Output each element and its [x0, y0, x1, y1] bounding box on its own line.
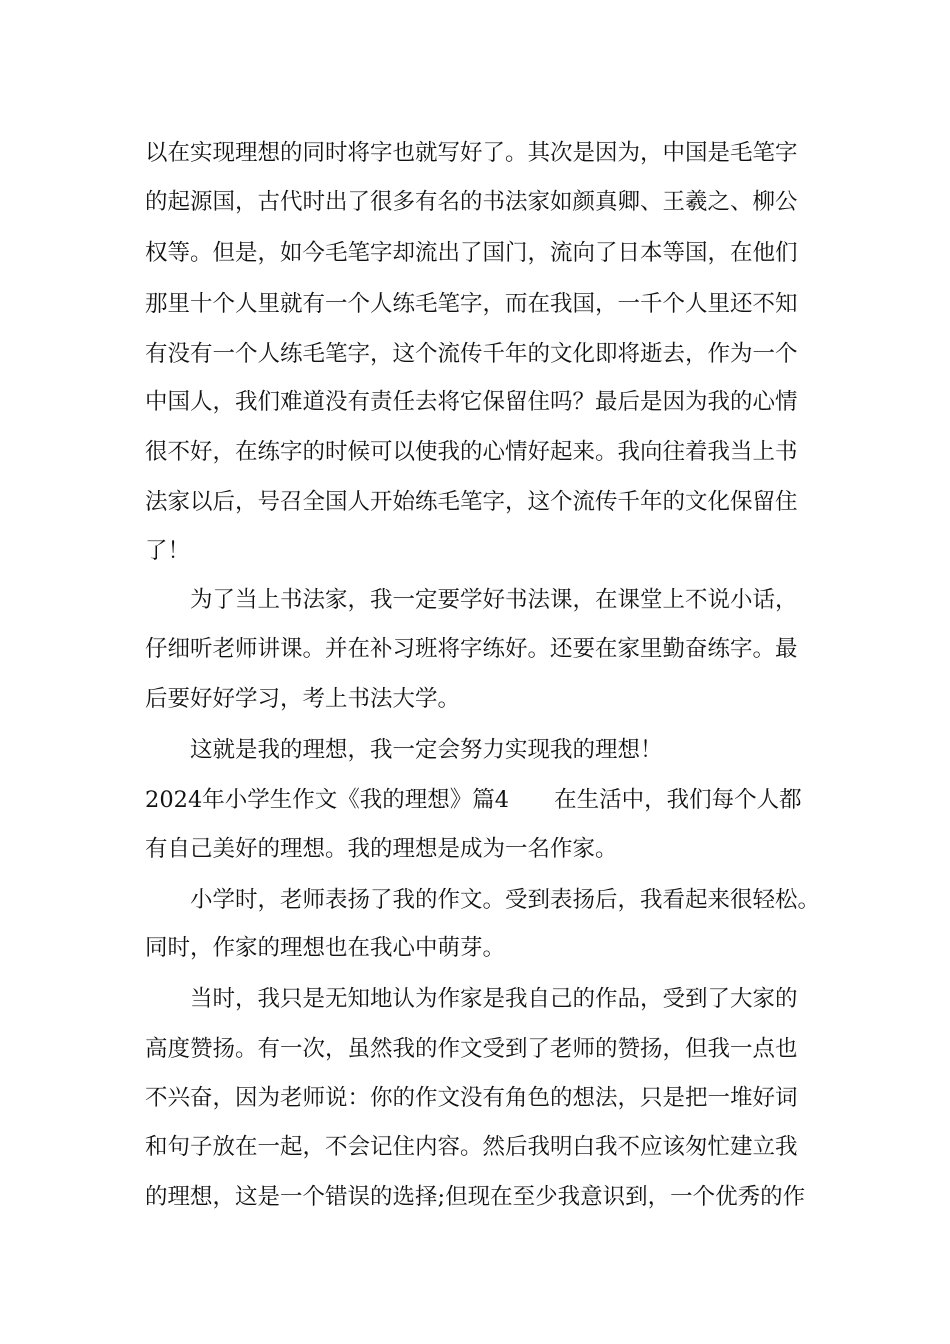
- text-line: 仔细听老师讲课。并在补习班将字练好。还要在家里勤奋练字。最: [145, 636, 798, 662]
- text-line: 权等。但是，如今毛笔字却流出了国门，流向了日本等国，在他们: [145, 240, 798, 266]
- paragraph-first-line: 这就是我的理想，我一定会努力实现我的理想！: [190, 737, 663, 763]
- essay-heading-line: 2024年小学生作文《我的理想》篇4 在生活中，我们每个人都: [145, 787, 802, 813]
- text-line: 的理想，这是一个错误的选择;但现在至少我意识到，一个优秀的作: [145, 1184, 806, 1210]
- text-line: 同时，作家的理想也在我心中萌芽。: [145, 935, 506, 961]
- text-line: 和句子放在一起，不会记住内容。然后我明白我不应该匆忙建立我: [145, 1134, 798, 1160]
- paragraph-first-line: 当时，我只是无知地认为作家是我自己的作品，受到了大家的: [190, 986, 798, 1012]
- text-line: 有自己美好的理想。我的理想是成为一名作家。: [145, 836, 618, 862]
- text-line: 后要好好学习，考上书法大学。: [145, 686, 461, 712]
- paragraph-first-line: 小学时，老师表扬了我的作文。受到表扬后，我看起来很轻松。: [190, 887, 821, 913]
- paragraph-first-line: 为了当上书法家，我一定要学好书法课，在课堂上不说小话，: [190, 587, 798, 613]
- text-line: 以在实现理想的同时将字也就写好了。其次是因为，中国是毛笔字: [145, 140, 798, 166]
- text-line: 有没有一个人练毛笔字，这个流传千年的文化即将逝去，作为一个: [145, 341, 798, 367]
- text-line: 那里十个人里就有一个人练毛笔字，而在我国，一千个人里还不知: [145, 291, 798, 317]
- text-line: 了！: [145, 538, 191, 564]
- text-line: 的起源国，古代时出了很多有名的书法家如颜真卿、王羲之、柳公: [145, 189, 798, 215]
- text-line: 高度赞扬。有一次，虽然我的作文受到了老师的赞扬，但我一点也: [145, 1036, 798, 1062]
- text-line: 中国人，我们难道没有责任去将它保留住吗？最后是因为我的心情: [145, 389, 798, 415]
- text-line: 法家以后，号召全国人开始练毛笔字，这个流传千年的文化保留住: [145, 489, 798, 515]
- text-line: 很不好，在练字的时候可以使我的心情好起来。我向往着我当上书: [145, 439, 798, 465]
- text-line: 不兴奋，因为老师说：你的作文没有角色的想法，只是把一堆好词: [145, 1085, 798, 1111]
